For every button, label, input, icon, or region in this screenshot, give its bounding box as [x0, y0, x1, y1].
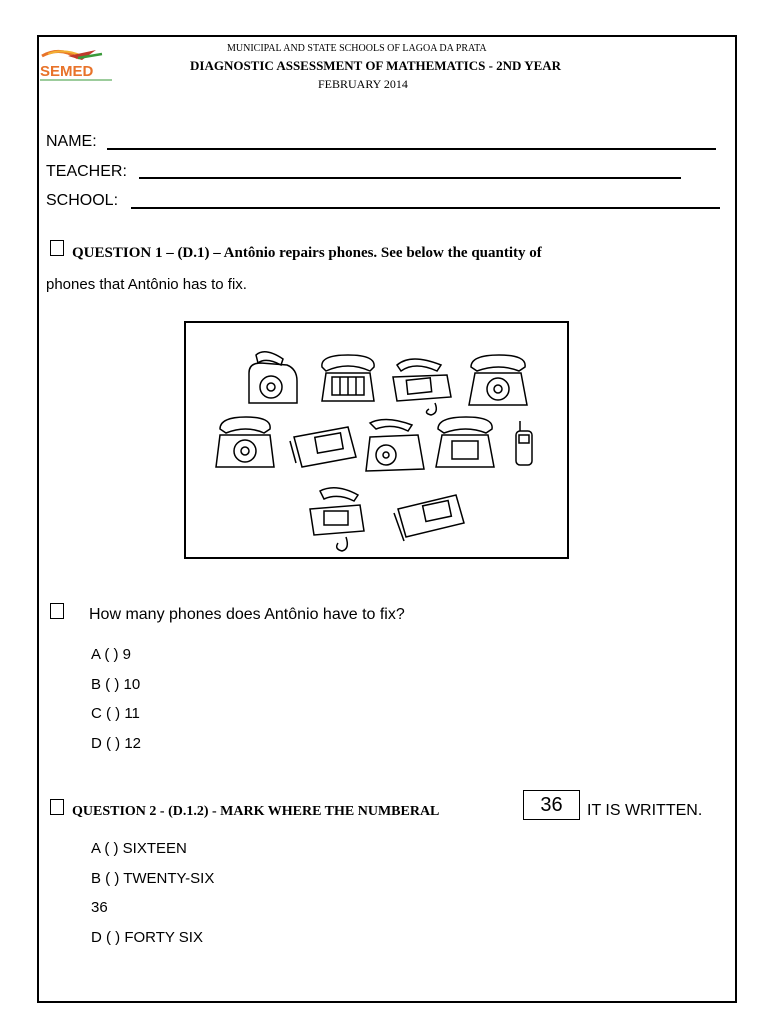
school-label: SCHOOL: — [46, 192, 119, 209]
question1-continuation: phones that Antônio has to fix. — [46, 276, 247, 293]
phone-icon — [216, 417, 274, 467]
q2-option-a[interactable]: A ( ) SIXTEEN — [91, 840, 187, 857]
prompt-checkbox[interactable] — [50, 603, 64, 619]
question1-title: QUESTION 1 – (D.1) – Antônio repairs phones. See below the quantity of — [72, 245, 542, 261]
phone-icon — [393, 359, 451, 415]
q2-option-d[interactable]: D ( ) FORTY SIX — [91, 929, 203, 946]
phone-icon — [322, 355, 374, 401]
phone-icon — [290, 427, 356, 467]
svg-text:SEMED: SEMED — [40, 63, 94, 80]
q1-option-a[interactable]: A ( ) 9 — [91, 646, 132, 663]
q2-option-c[interactable]: 36 — [91, 899, 108, 916]
phone-icon — [366, 419, 424, 471]
q1-option-d[interactable]: D ( ) 12 — [91, 735, 142, 752]
header-line-3: FEBRUARY 2014 — [318, 77, 408, 91]
name-field[interactable] — [107, 148, 716, 150]
question2-title: QUESTION 2 - (D.1.2) - MARK WHERE THE NUMBERAL — [72, 804, 440, 819]
question2-suffix: IT IS WRITTEN. — [587, 802, 703, 819]
phone-icon — [310, 488, 364, 551]
phones-illustration — [184, 321, 569, 559]
phone-icon — [394, 495, 464, 541]
q1-option-b[interactable]: B ( ) 10 — [91, 676, 141, 693]
phone-icon — [249, 352, 297, 403]
header-line-2: DIAGNOSTIC ASSESSMENT OF MATHEMATICS - 2ND YEAR — [190, 58, 562, 73]
teacher-field[interactable] — [139, 177, 681, 179]
name-label: NAME: — [46, 133, 97, 150]
q2-option-b[interactable]: B ( ) TWENTY-SIX — [91, 870, 215, 887]
phones-drawing — [186, 323, 567, 557]
question1-checkbox[interactable] — [50, 240, 64, 256]
semed-logo — [38, 44, 118, 84]
teacher-label: TEACHER: — [46, 163, 127, 180]
q1-option-c[interactable]: C ( ) 11 — [91, 705, 140, 722]
numeral-box: 36 — [523, 790, 580, 820]
header-line-1: MUNICIPAL AND STATE SCHOOLS OF LAGOA DA PRATA — [227, 43, 487, 54]
question2-checkbox[interactable] — [50, 799, 64, 815]
mobile-phone-icon — [516, 421, 532, 465]
school-field[interactable] — [131, 207, 720, 209]
question1-prompt: How many phones does Antônio have to fix? — [89, 606, 405, 623]
phone-icon — [469, 355, 527, 405]
phone-icon — [436, 417, 494, 467]
